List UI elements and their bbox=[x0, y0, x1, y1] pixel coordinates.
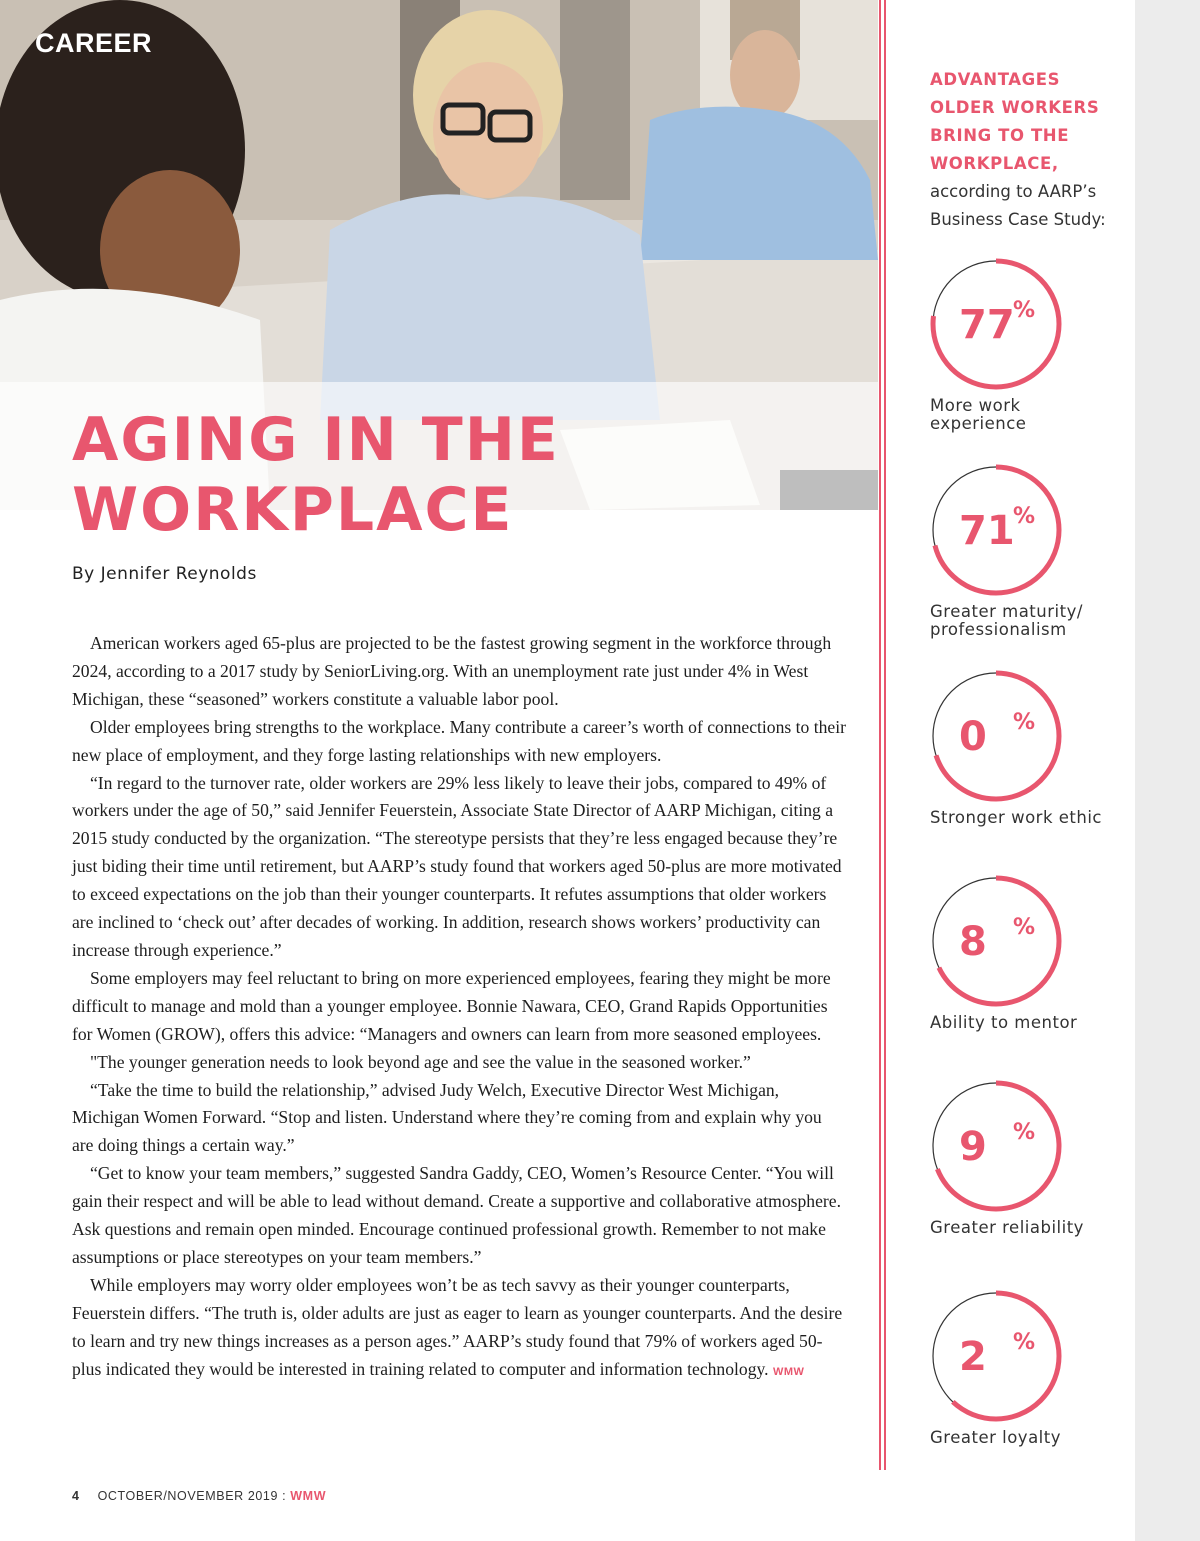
article-paragraph: Some employers may feel reluctant to bring on more experienced employees, fearing they might be more difficult to manage and mold than a younger employee. Bonnie Nawara, CEO, Grand Rapids Opportunities for Women (GROW), offers this advice: “Managers and owners can learn from more seasoned employees. bbox=[72, 967, 831, 1044]
stat-ring-4 bbox=[929, 873, 1129, 1032]
byline: By Jennifer Reynolds bbox=[72, 564, 257, 584]
article-paragraph: “Take the time to build the relationship,” advised Judy Welch, Executive Director West Michigan, Michigan Women Forward. “Stop and listen. Understand where they’re coming from and explain why you are doing things a certain way.” bbox=[72, 1079, 822, 1156]
issue-date: OCTOBER/NOVEMBER 2019 bbox=[97, 1489, 279, 1503]
stat-label: Greater maturity/ professionalism bbox=[930, 602, 1083, 639]
article-paragraph: “In regard to the turnover rate, older workers are 29% less likely to leave their jobs, compared to 49% of workers under the age of 50,” said Jennifer Feuerstein, Associate State Director of AARP Michigan, citing a 2015 study conducted by the organization. “The stereotype persists that they’re less engaged because they’re just biding their time until retirement, but AARP’s study found that workers aged 50-plus are more motivated to exceed expectations on the job than their younger counterparts. It refutes assumptions that older workers are inclined to ‘check out’ after decades of working. In addition, research shows workers’ productivity can increase through experience.” bbox=[72, 772, 842, 960]
stat-label: More work experience bbox=[930, 396, 1027, 433]
stat-number: 0 bbox=[959, 714, 987, 760]
progress-ring bbox=[929, 873, 1069, 1013]
stat-number: 9 bbox=[959, 1124, 987, 1170]
progress-arc bbox=[933, 673, 1059, 799]
article-paragraph: Older employees bring strengths to the workplace. Many contribute a career’s worth of connections to their new place of employment, and they forge lasting relationships with new employers. bbox=[72, 716, 846, 765]
progress-arc bbox=[933, 878, 1059, 1004]
page-footer bbox=[72, 1489, 326, 1503]
stat-ring-1 bbox=[929, 256, 1129, 433]
progress-ring bbox=[929, 668, 1069, 808]
progress-arc bbox=[933, 1083, 1059, 1209]
article-paragraph: American workers aged 65-plus are projected to be the fastest growing segment in the workforce through 2024, according to a 2017 study by SeniorLiving.org. With an unemployment rate just under 4% in West Michigan, these “seasoned” workers constitute a valuable labor pool. bbox=[72, 633, 832, 709]
stat-percent: % bbox=[1013, 1330, 1036, 1355]
progress-ring bbox=[929, 1078, 1069, 1218]
stat-number: 77 bbox=[959, 302, 1015, 348]
stat-percent: % bbox=[1013, 710, 1036, 735]
article-paragraph-last bbox=[72, 1272, 847, 1387]
stat-label: Greater reliability bbox=[930, 1218, 1084, 1237]
stat-ring-5 bbox=[929, 1078, 1129, 1237]
footer-brand: WMW bbox=[290, 1489, 327, 1503]
headline bbox=[72, 405, 792, 545]
page-number: 4 bbox=[72, 1489, 80, 1503]
stat-number: 71 bbox=[959, 508, 1015, 554]
stat-ring-6 bbox=[929, 1288, 1129, 1447]
stat-number: 2 bbox=[959, 1334, 987, 1380]
section-label: CAREER bbox=[35, 28, 153, 58]
stat-percent: % bbox=[1013, 298, 1036, 323]
article-paragraph: "The younger generation needs to look beyond age and see the value in the seasoned worker.” bbox=[90, 1051, 751, 1072]
headline-line-2: WORKPLACE bbox=[72, 475, 514, 545]
stat-number: 8 bbox=[959, 919, 987, 965]
page-edge-strip bbox=[1135, 0, 1200, 1541]
stat-ring-3 bbox=[929, 668, 1129, 827]
stat-ring-2 bbox=[929, 462, 1129, 639]
stat-label: Stronger work ethic bbox=[930, 808, 1102, 827]
progress-ring bbox=[929, 1288, 1069, 1428]
divider-rule bbox=[884, 0, 886, 1470]
stat-label: Ability to mentor bbox=[930, 1013, 1078, 1032]
progress-arc bbox=[933, 1293, 1059, 1419]
article-paragraph-text: While employers may worry older employees won’t be as tech savvy as their younger counterparts, Feuerstein differs. “The truth is, older adults are just as eager to learn as younger counterparts. And the desire to learn and try new things increases as a person ages.” AARP’s study found that 79% of workers aged 50-plus indicated they would be interested in training related to computer and information technology. bbox=[72, 1274, 843, 1379]
stat-label: Greater loyalty bbox=[930, 1428, 1061, 1447]
headline-line-1: AGING IN THE bbox=[72, 405, 560, 475]
footer-separator: : bbox=[282, 1489, 287, 1503]
stat-percent: % bbox=[1013, 1120, 1036, 1145]
stat-percent: % bbox=[1013, 915, 1036, 940]
sidebar-title: ADVANTAGES OLDER WORKERS BRING TO THE WORKPLACE, bbox=[930, 70, 1100, 173]
article-paragraph: “Get to know your team members,” suggested Sandra Gaddy, CEO, Women’s Resource Center. “You will gain their respect and will be able to lead without demand. Create a supportive and collaborative atmosphere. Ask questions and remain open minded. Encourage continued professional growth. Remember to not make assumptions or place stereotypes on your team members.” bbox=[72, 1163, 841, 1267]
divider-rule bbox=[879, 0, 881, 1470]
article-signoff: WMW bbox=[772, 1365, 805, 1378]
sidebar-subtitle: according to AARP’s Business Case Study: bbox=[930, 182, 1106, 229]
article-body bbox=[72, 630, 847, 1386]
stat-percent: % bbox=[1013, 504, 1036, 529]
